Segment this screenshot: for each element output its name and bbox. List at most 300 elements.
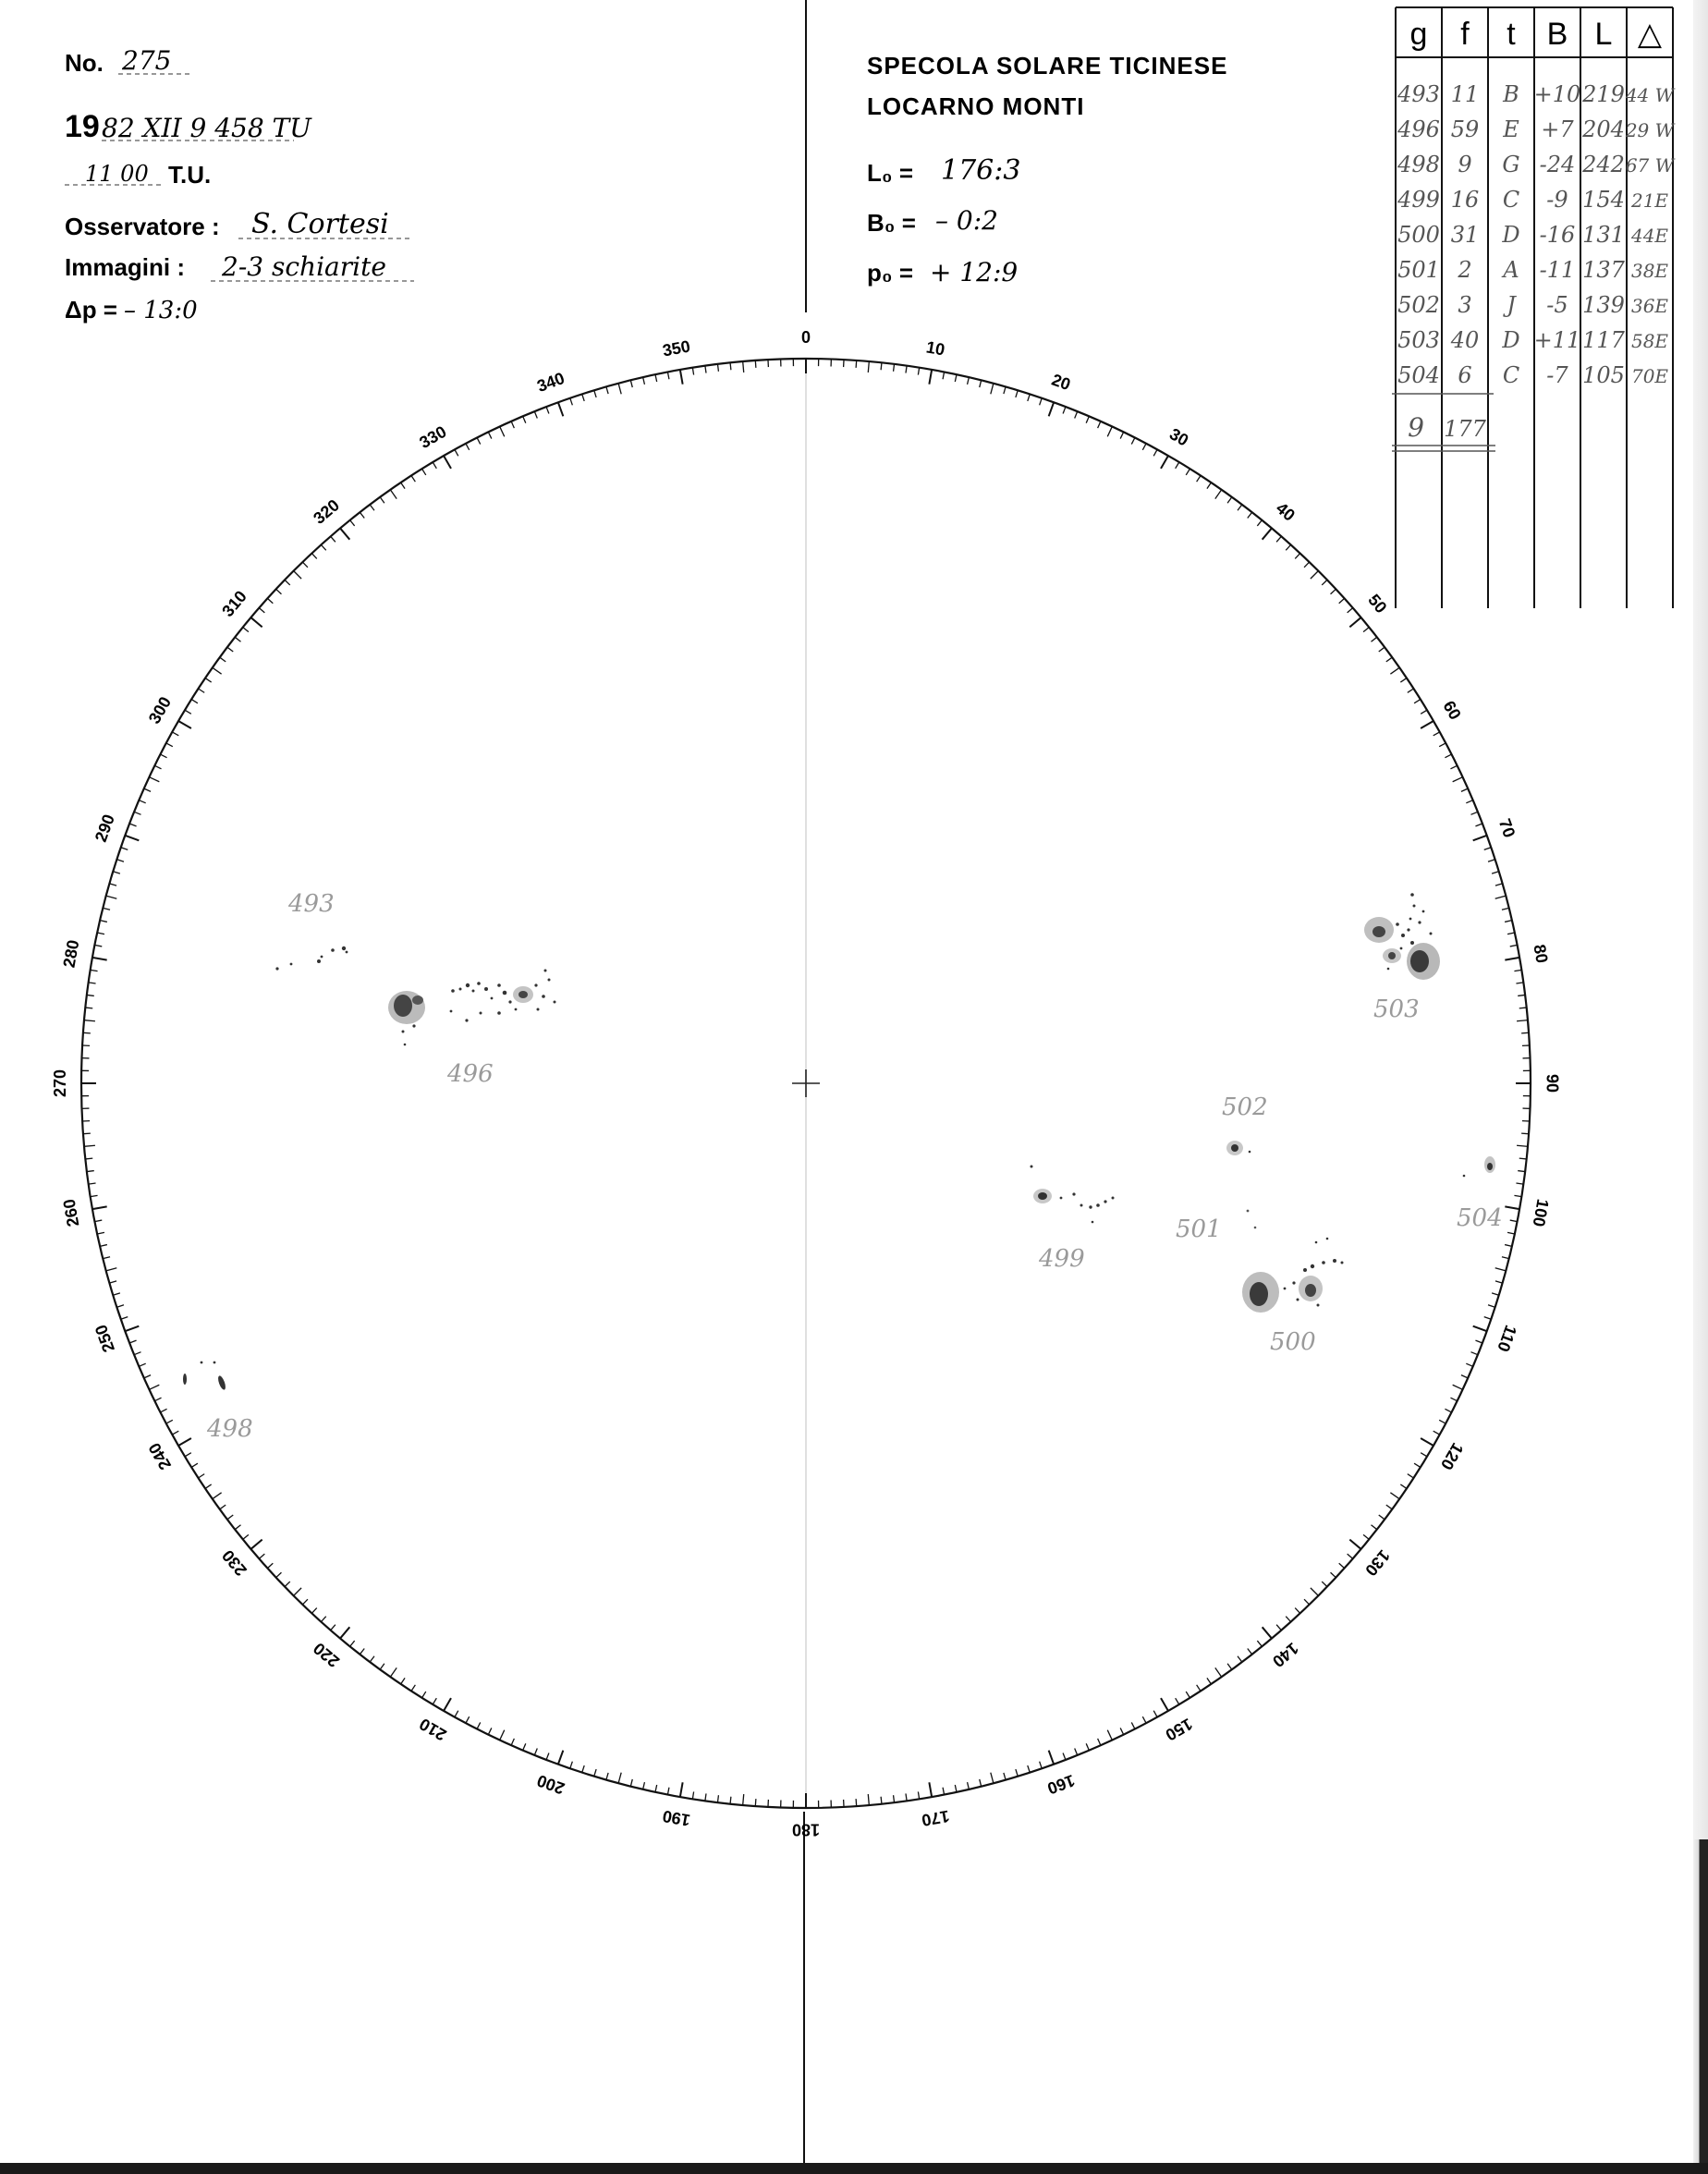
degree-tick — [390, 1667, 396, 1677]
degree-tick — [1098, 421, 1101, 428]
degree-tick — [906, 366, 907, 373]
degree-tick — [1421, 710, 1427, 714]
degree-tick — [331, 536, 336, 542]
group-label-502: 502 — [1222, 1093, 1268, 1121]
degree-tick — [1311, 1588, 1318, 1595]
degree-tick — [350, 520, 355, 526]
degree-tick — [259, 608, 264, 613]
degree-tick — [1495, 884, 1503, 885]
degree-tick — [980, 380, 982, 387]
table-cell: 36E — [1630, 295, 1669, 317]
degree-label: 150 — [1162, 1714, 1196, 1745]
degree-label: 270 — [50, 1069, 69, 1098]
degree-tick — [1439, 1420, 1446, 1423]
degree-tick — [1517, 1020, 1528, 1021]
degree-tick — [730, 1797, 731, 1804]
degree-tick — [1040, 1762, 1043, 1769]
degree-tick — [1120, 432, 1124, 438]
degree-label: 160 — [1044, 1771, 1078, 1799]
degree-tick — [1331, 589, 1336, 593]
degree-tick — [116, 860, 124, 861]
degree-tick — [534, 1748, 537, 1754]
degree-tick — [91, 1195, 98, 1196]
degree-tick — [1453, 777, 1463, 782]
degree-tick — [511, 1739, 514, 1745]
degree-tick — [500, 426, 505, 436]
degree-label: 300 — [144, 693, 176, 727]
table-cell: 131 — [1582, 222, 1625, 248]
table-cell: 105 — [1582, 362, 1625, 388]
degree-tick — [243, 628, 249, 632]
degree-label: 240 — [144, 1439, 176, 1473]
degree-tick — [1379, 1515, 1385, 1520]
degree-tick — [1227, 1664, 1232, 1669]
degree-tick — [97, 1232, 104, 1234]
degree-tick — [220, 1505, 226, 1509]
table-cell: -16 — [1539, 222, 1576, 248]
degree-tick — [1248, 512, 1252, 518]
B0-label: B₀ = — [867, 209, 916, 237]
degree-label: 0 — [800, 327, 811, 347]
degree-label: 220 — [310, 1639, 344, 1671]
degree-tick — [1518, 1171, 1525, 1172]
degree-tick — [1475, 824, 1482, 826]
degree-tick — [929, 370, 932, 385]
degree-tick — [149, 777, 159, 782]
degree-tick — [106, 896, 117, 898]
degree-tick — [1400, 678, 1407, 682]
degree-tick — [160, 1409, 166, 1412]
institution-line1: SPECOLA SOLARE TICINESE — [867, 52, 1228, 79]
degree-tick — [991, 384, 994, 395]
degree-tick — [109, 1281, 116, 1283]
degree-tick — [166, 743, 173, 747]
degree-tick — [1276, 536, 1281, 542]
degree-tick — [311, 554, 316, 559]
degree-tick — [618, 384, 621, 395]
table-cell: G — [1502, 152, 1520, 177]
degree-tick — [1484, 848, 1492, 850]
degree-tick — [160, 754, 166, 758]
degree-tick — [582, 394, 584, 401]
degree-tick — [955, 374, 957, 382]
degree-tick — [198, 689, 204, 692]
group-label-498: 498 — [207, 1415, 253, 1443]
degree-tick — [1063, 407, 1066, 413]
degree-tick — [558, 402, 563, 416]
degree-tick — [881, 362, 882, 370]
degree-tick — [294, 571, 301, 579]
degree-tick — [205, 1484, 212, 1488]
degree-tick — [1331, 1572, 1336, 1577]
degree-tick — [100, 1245, 107, 1247]
degree-label: 80 — [1530, 943, 1552, 965]
degree-tick — [692, 1791, 693, 1799]
degree-tick — [1510, 1220, 1518, 1222]
degree-tick — [1086, 1743, 1089, 1750]
degree-tick — [1075, 1748, 1078, 1754]
degree-tick — [1470, 1352, 1477, 1355]
degree-tick — [370, 1656, 374, 1662]
degree-tick — [488, 1728, 492, 1734]
degree-tick — [1238, 505, 1242, 510]
table-cell: C — [1502, 187, 1520, 213]
degree-tick — [1227, 497, 1232, 503]
table-header-B: B — [1546, 17, 1568, 52]
degree-tick — [1120, 1728, 1124, 1734]
degree-tick — [1295, 554, 1299, 559]
degree-label: 250 — [91, 1322, 118, 1355]
degree-tick — [743, 361, 744, 373]
degree-tick — [1363, 1534, 1369, 1539]
degree-tick — [1371, 637, 1376, 641]
degree-tick — [139, 1363, 145, 1366]
table-cell: 137 — [1582, 257, 1625, 283]
degree-tick — [1176, 462, 1179, 469]
delta-p-label: Δp = — [65, 296, 117, 324]
degree-tick — [121, 1317, 128, 1320]
degree-tick — [83, 1032, 91, 1033]
degree-tick — [144, 788, 151, 791]
degree-tick — [311, 1608, 316, 1614]
degree-tick — [285, 1582, 290, 1587]
time-suffix: T.U. — [168, 161, 212, 189]
degree-label: 60 — [1439, 697, 1465, 724]
degree-tick — [213, 667, 222, 674]
table-cell: 500 — [1397, 222, 1440, 248]
degree-tick — [1414, 1463, 1421, 1467]
observer-label: Osservatore : — [65, 213, 220, 240]
degree-tick — [894, 364, 895, 372]
degree-tick — [380, 1664, 384, 1669]
degree-tick — [1207, 1678, 1211, 1684]
degree-tick — [411, 475, 415, 482]
no-value: 275 — [122, 45, 172, 76]
degree-tick — [1063, 1753, 1066, 1759]
degree-tick — [523, 1743, 526, 1750]
degree-tick — [1386, 657, 1392, 662]
degree-label: 260 — [59, 1197, 83, 1228]
table-cell: +7 — [1541, 116, 1574, 142]
degree-tick — [1514, 970, 1521, 971]
degree-tick — [680, 370, 683, 385]
degree-tick — [477, 437, 481, 444]
degree-label: 20 — [1049, 370, 1073, 395]
degree-tick — [1153, 1711, 1157, 1717]
degree-label: 40 — [1272, 498, 1299, 525]
table-cell: -24 — [1539, 152, 1576, 177]
table-cell: 503 — [1397, 327, 1440, 353]
degree-tick — [1153, 449, 1157, 456]
degree-tick — [125, 836, 139, 840]
degree-tick — [1339, 1563, 1345, 1568]
degree-label: 120 — [1436, 1439, 1468, 1473]
degree-tick — [667, 1788, 669, 1795]
degree-tick — [129, 1340, 136, 1343]
degree-label: 10 — [924, 337, 946, 360]
degree-tick — [220, 657, 226, 662]
degree-tick — [511, 421, 514, 428]
degree-tick — [881, 1797, 882, 1804]
degree-tick — [1161, 1698, 1168, 1711]
degree-tick — [149, 1385, 159, 1389]
degree-tick — [1248, 1648, 1252, 1654]
degree-tick — [1475, 1340, 1482, 1343]
degree-tick — [1016, 390, 1018, 397]
sunspot-group-504 — [1463, 1156, 1495, 1177]
degree-tick — [350, 1641, 355, 1646]
table-cell: -7 — [1546, 362, 1568, 388]
degree-tick — [1322, 1582, 1327, 1587]
time-value: 11 00 — [85, 161, 149, 187]
degree-tick — [116, 1305, 124, 1307]
degree-tick — [422, 1692, 426, 1698]
degree-tick — [1414, 700, 1421, 703]
degree-tick — [594, 1769, 596, 1777]
sunspot-group-501 — [1247, 1210, 1257, 1229]
degree-tick — [103, 1257, 110, 1259]
degree-tick — [125, 1326, 139, 1331]
table-cell: -11 — [1539, 257, 1576, 283]
degree-tick — [433, 1698, 436, 1704]
scan-right-edge — [1693, 0, 1708, 2174]
table-cell: 499 — [1397, 187, 1440, 213]
degree-tick — [868, 1794, 869, 1805]
degree-tick — [743, 1794, 744, 1805]
sunspot-group-496 — [388, 970, 556, 1046]
degree-tick — [1507, 1232, 1515, 1234]
sunspot-group-498 — [183, 1362, 227, 1391]
degree-tick — [178, 1438, 191, 1446]
table-cell: 40 — [1450, 327, 1480, 353]
degree-tick — [84, 1020, 95, 1021]
group-label-499: 499 — [1039, 1245, 1085, 1273]
degree-tick — [1461, 788, 1468, 791]
degree-tick — [172, 732, 178, 736]
degree-tick — [466, 1716, 470, 1723]
degree-tick — [1495, 896, 1507, 898]
degree-tick — [91, 970, 98, 971]
degree-tick — [630, 380, 632, 387]
degree-tick — [1505, 1206, 1519, 1209]
degree-tick — [1311, 571, 1318, 579]
degree-tick — [294, 1588, 301, 1595]
degree-tick — [1450, 1398, 1457, 1401]
degree-label: 210 — [416, 1714, 450, 1745]
table-cell: 44 W — [1625, 84, 1675, 106]
degree-tick — [1390, 1493, 1399, 1499]
degree-tick — [523, 416, 526, 422]
degree-tick — [1004, 1773, 1006, 1780]
degree-label: 330 — [416, 421, 450, 453]
degree-tick — [717, 364, 718, 372]
table-cell: 496 — [1397, 116, 1440, 142]
degree-tick — [134, 812, 140, 814]
table-cell: 498 — [1397, 152, 1440, 177]
degree-tick — [692, 368, 693, 375]
degree-tick — [1408, 689, 1414, 692]
degree-tick — [106, 1268, 117, 1271]
degree-tick — [1484, 1317, 1492, 1320]
table-cell: 504 — [1397, 362, 1440, 388]
degree-tick — [134, 1352, 140, 1355]
degree-tick — [546, 1753, 549, 1759]
degree-tick — [380, 497, 384, 503]
degree-tick — [1263, 528, 1272, 539]
table-cell: E — [1503, 116, 1519, 142]
degree-tick — [991, 1773, 994, 1784]
degree-tick — [113, 1293, 120, 1295]
table-header-delta: △ — [1637, 16, 1663, 53]
table-cell: J — [1507, 292, 1516, 318]
degree-tick — [868, 361, 869, 373]
degree-tick — [466, 444, 470, 450]
degree-tick — [943, 1788, 945, 1795]
degree-tick — [1286, 544, 1290, 550]
degree-tick — [1502, 1257, 1509, 1259]
sunspot-group-502 — [1226, 1141, 1250, 1155]
table-cell: 70E — [1630, 365, 1669, 387]
degree-tick — [1421, 721, 1434, 728]
group-label-504: 504 — [1457, 1204, 1503, 1232]
degree-tick — [444, 456, 451, 469]
degree-label: 110 — [1494, 1323, 1520, 1355]
degree-tick — [1276, 1625, 1281, 1630]
degree-label: 230 — [218, 1545, 250, 1580]
degree-tick — [1445, 1409, 1451, 1412]
p0-value: + 12:9 — [930, 257, 1019, 287]
sunspot-group-493 — [275, 947, 348, 971]
degree-tick — [655, 374, 657, 382]
degree-tick — [235, 637, 240, 641]
degree-tick — [1492, 872, 1499, 873]
date-value: 82 XII 9 458 TU — [102, 113, 311, 143]
institution-line2: LOCARNO MONTI — [867, 92, 1085, 120]
degree-tick — [444, 1698, 451, 1711]
degree-tick — [92, 958, 107, 960]
degree-tick — [1186, 469, 1190, 475]
degree-tick — [84, 1145, 95, 1146]
table-rows — [1397, 81, 1676, 388]
degree-tick — [1386, 1505, 1392, 1509]
degree-tick — [1286, 1617, 1290, 1622]
degree-tick — [360, 512, 364, 518]
degree-tick — [1507, 933, 1515, 934]
degree-tick — [570, 398, 573, 406]
degree-tick — [100, 921, 107, 922]
degree-tick — [267, 1563, 273, 1568]
degree-tick — [1379, 647, 1385, 652]
group-label-500: 500 — [1270, 1328, 1316, 1356]
degree-tick — [1519, 1158, 1527, 1159]
degree-tick — [1131, 1722, 1135, 1728]
images-value: 2-3 schiarite — [222, 251, 386, 282]
group-label-493: 493 — [288, 890, 335, 918]
degree-label: 50 — [1364, 591, 1391, 617]
degree-tick — [1505, 921, 1512, 922]
degree-tick — [178, 721, 191, 728]
degree-tick — [198, 1474, 204, 1478]
degree-tick — [302, 562, 308, 568]
degree-tick — [276, 1572, 282, 1577]
images-label: Immagini : — [65, 253, 186, 281]
table-header-f: f — [1460, 17, 1470, 52]
degree-tick — [1400, 1484, 1407, 1488]
degree-tick — [267, 598, 273, 603]
degree-tick — [103, 908, 110, 910]
degree-tick — [955, 1785, 957, 1792]
degree-tick — [89, 1183, 96, 1184]
degree-tick — [250, 617, 262, 627]
degree-tick — [730, 362, 731, 370]
degree-tick — [213, 1493, 222, 1499]
degree-tick — [1295, 1608, 1299, 1614]
degree-tick — [422, 469, 426, 475]
degree-tick — [227, 1515, 233, 1520]
degree-tick — [321, 1617, 325, 1622]
degree-tick — [401, 1678, 405, 1684]
degree-tick — [340, 528, 349, 539]
degree-tick — [1488, 860, 1495, 861]
table-cell: A — [1503, 257, 1519, 283]
degree-tick — [968, 377, 970, 385]
degree-label: 310 — [218, 587, 250, 621]
degree-tick — [235, 1525, 240, 1530]
degree-tick — [433, 462, 436, 469]
group-label-501: 501 — [1176, 1215, 1222, 1243]
degree-tick — [1473, 836, 1487, 840]
table-cell: 154 — [1582, 187, 1625, 213]
table-cell: -9 — [1546, 187, 1568, 213]
degree-tick — [1348, 608, 1353, 613]
degree-tick — [243, 1534, 249, 1539]
L0-value: 176:3 — [941, 154, 1021, 187]
degree-tick — [918, 368, 919, 375]
degree-tick — [154, 765, 161, 769]
degree-tick — [1028, 1765, 1030, 1773]
table-cell: 501 — [1397, 257, 1440, 283]
degree-tick — [455, 449, 458, 456]
degree-tick — [968, 1782, 970, 1789]
degree-tick — [1016, 1769, 1018, 1777]
degree-label: 200 — [534, 1771, 567, 1799]
degree-tick — [1004, 386, 1006, 394]
degree-tick — [606, 386, 608, 394]
degree-tick — [477, 1722, 481, 1728]
degree-tick — [1238, 1656, 1242, 1662]
degree-tick — [755, 360, 756, 368]
degree-tick — [1505, 1245, 1512, 1247]
degree-tick — [558, 1751, 563, 1765]
degree-tick — [717, 1795, 718, 1802]
degree-tick — [390, 490, 396, 499]
scan-bottom-edge — [0, 2163, 1708, 2174]
table-cell: D — [1502, 327, 1520, 353]
table-cell: 38E — [1630, 260, 1669, 282]
degree-tick — [129, 824, 136, 826]
observer-value: S. Cortesi — [251, 208, 389, 240]
degree-tick — [655, 1785, 657, 1792]
degree-tick — [570, 1762, 573, 1769]
no-label: No. — [65, 49, 104, 77]
table-header-t: t — [1507, 17, 1516, 52]
degree-tick — [618, 1773, 621, 1784]
delta-p-value: – 13:0 — [124, 297, 198, 324]
degree-tick — [340, 1627, 349, 1638]
degree-tick — [321, 544, 325, 550]
degree-tick — [1028, 394, 1030, 401]
degree-label: 140 — [1268, 1639, 1302, 1671]
